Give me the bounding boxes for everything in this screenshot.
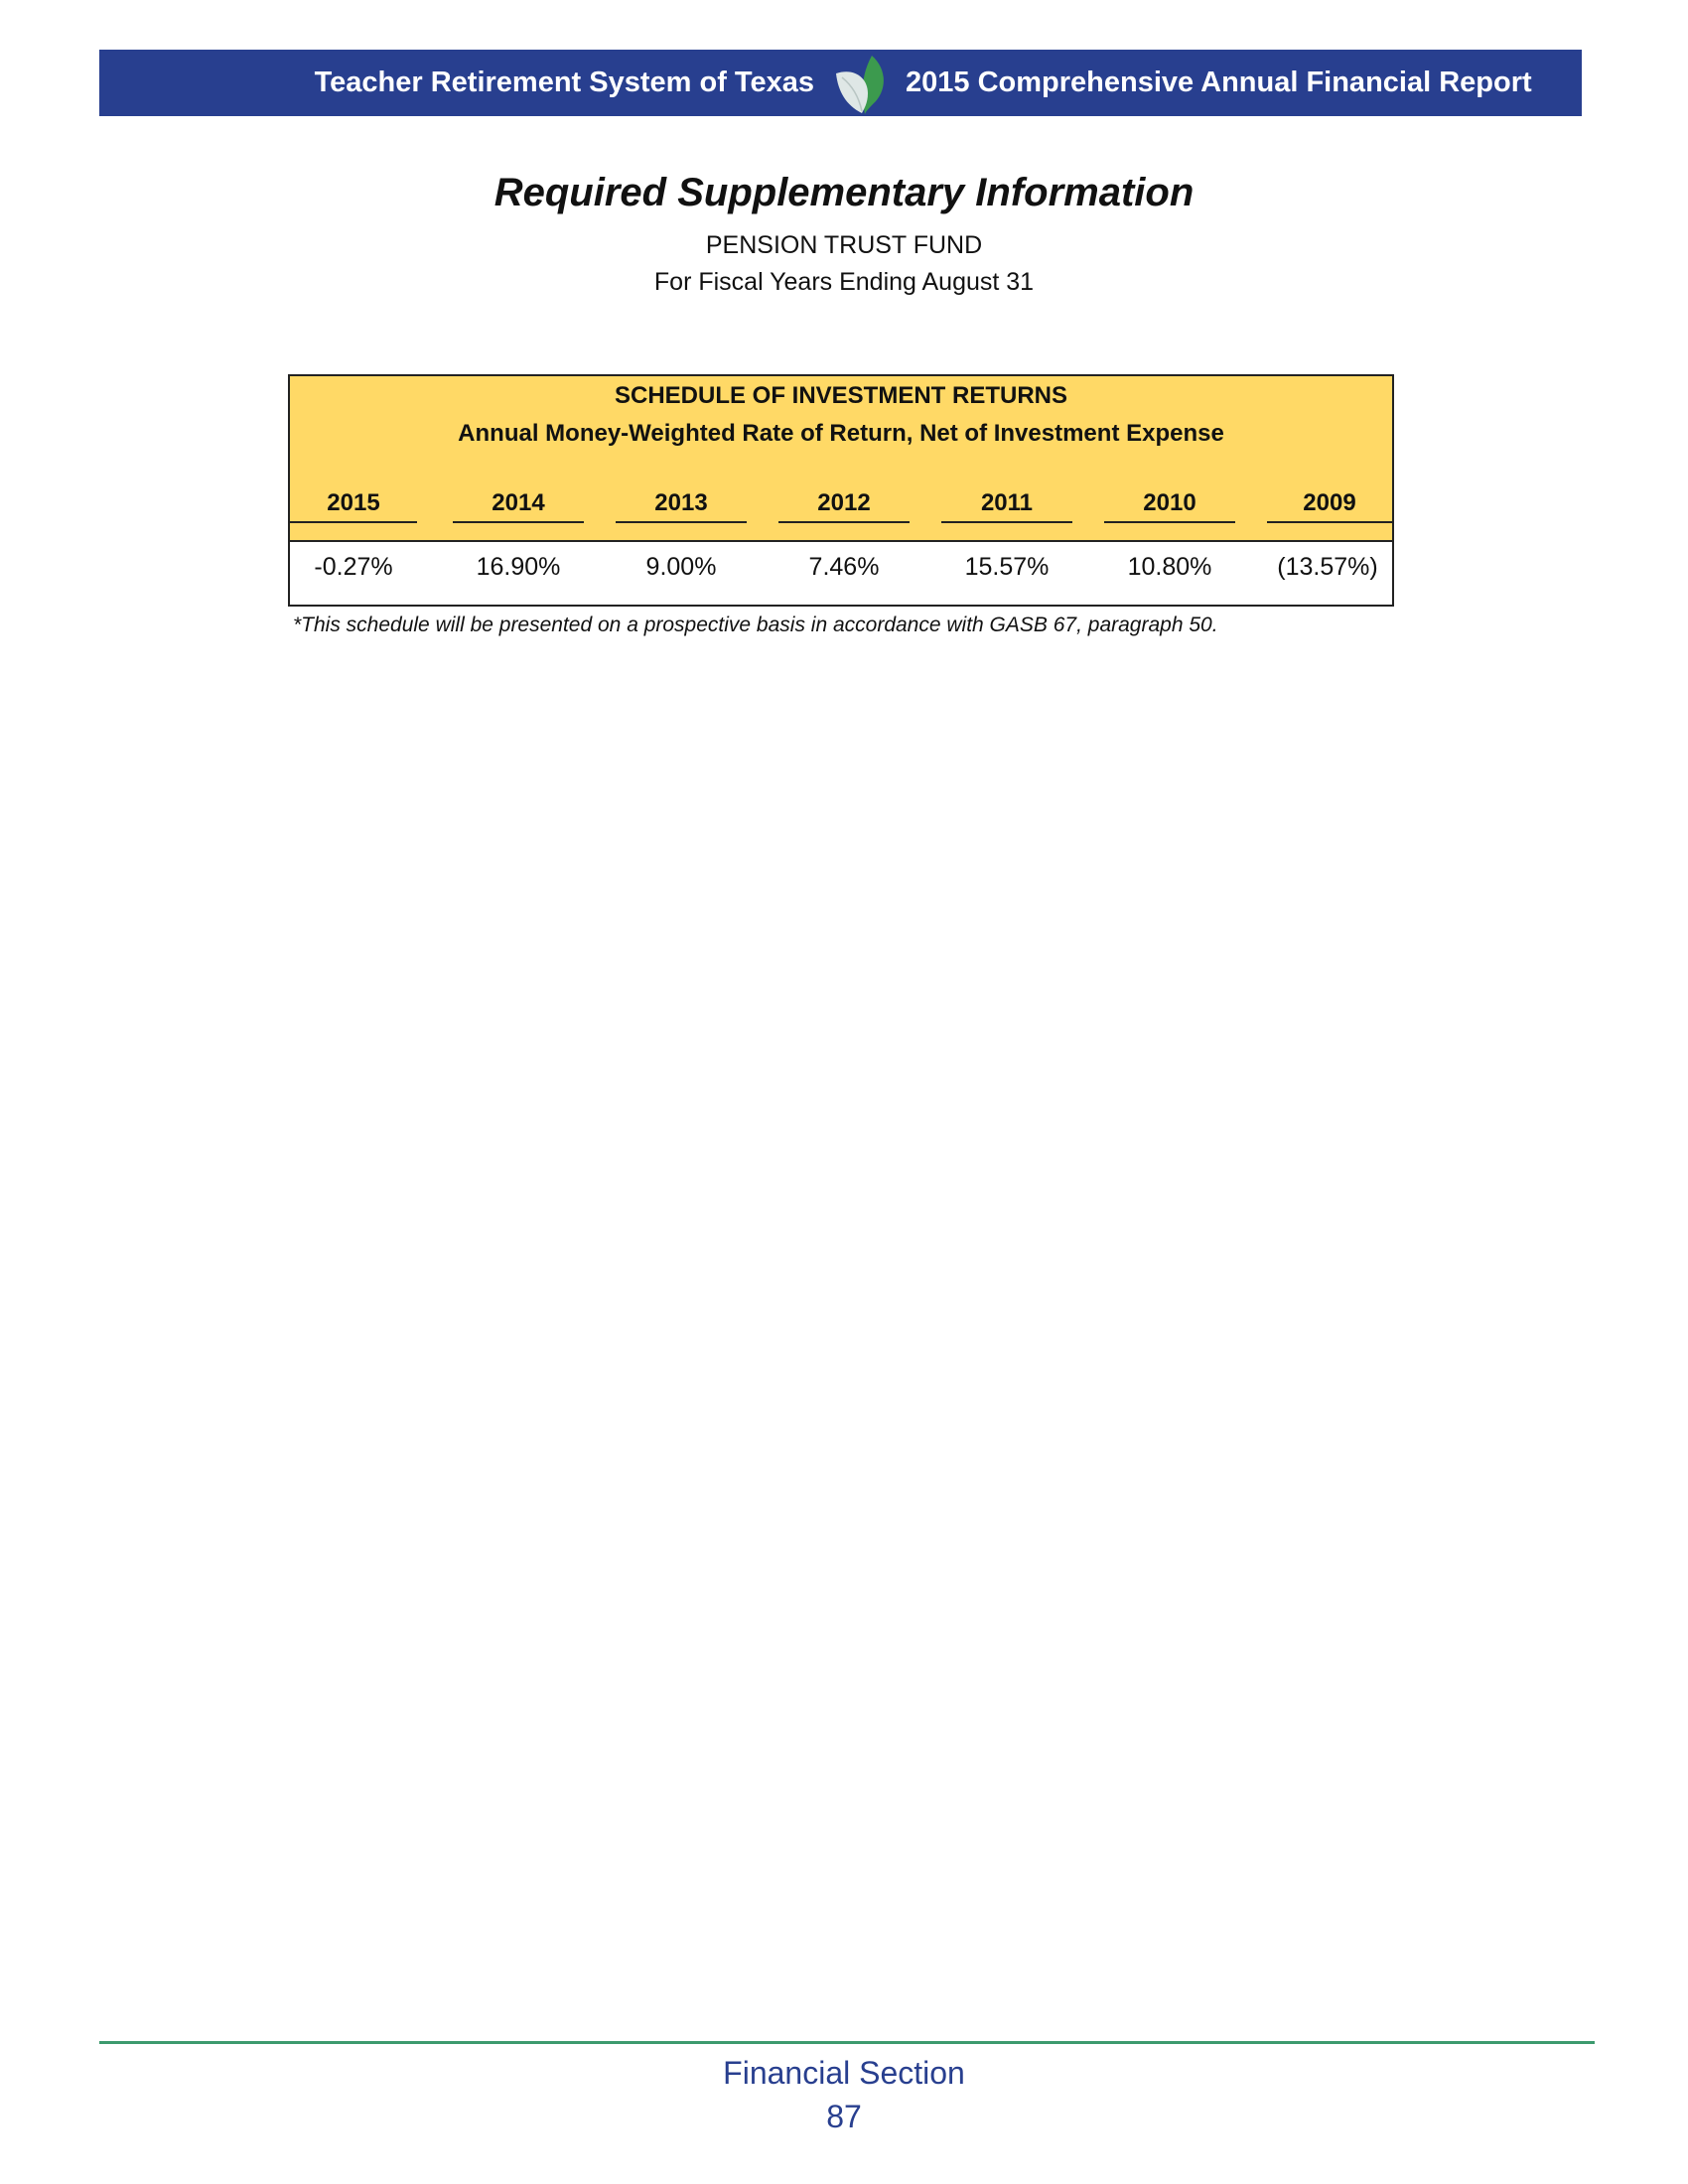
table-subtitle: Annual Money-Weighted Rate of Return, Net of Investment Expense bbox=[458, 420, 1224, 447]
footer-section-label: Financial Section bbox=[723, 2055, 965, 2091]
year-header-cell: 2010 bbox=[1104, 489, 1235, 523]
investment-returns-table bbox=[288, 374, 1394, 607]
return-value-cell: 16.90% bbox=[476, 553, 561, 581]
return-value-cell: (13.57%) bbox=[1277, 553, 1378, 581]
footer-divider bbox=[99, 2041, 1595, 2044]
fiscal-period: For Fiscal Years Ending August 31 bbox=[653, 268, 1035, 296]
footnote: *This schedule will be presented on a prospective basis in accordance with GASB 67, paragraph 50. bbox=[293, 614, 1218, 636]
return-value-cell: 15.57% bbox=[964, 553, 1050, 581]
year-header-cell: 2015 bbox=[290, 489, 417, 523]
return-value-cell: 10.80% bbox=[1127, 553, 1212, 581]
page-number: 87 bbox=[826, 2099, 862, 2134]
leaf-logo-icon bbox=[832, 54, 894, 115]
return-value-cell: -0.27% bbox=[314, 553, 393, 581]
year-header-cell: 2011 bbox=[941, 489, 1072, 523]
page-title: Required Supplementary Information bbox=[493, 171, 1195, 214]
report-title: 2015 Comprehensive Annual Financial Report bbox=[906, 67, 1532, 98]
year-header-cell: 2009 bbox=[1267, 489, 1392, 523]
table-header bbox=[290, 376, 1392, 542]
return-value-cell: 9.00% bbox=[645, 553, 717, 581]
table-title: SCHEDULE OF INVESTMENT RETURNS bbox=[614, 382, 1068, 409]
year-header-cell: 2014 bbox=[453, 489, 584, 523]
year-header-row bbox=[290, 489, 1392, 529]
year-header-cell: 2013 bbox=[616, 489, 747, 523]
header-banner bbox=[99, 50, 1582, 116]
year-header-cell: 2012 bbox=[778, 489, 910, 523]
return-value-cell: 7.46% bbox=[808, 553, 880, 581]
organization-name: Teacher Retirement System of Texas bbox=[314, 67, 814, 98]
fund-name: PENSION TRUST FUND bbox=[705, 231, 983, 259]
